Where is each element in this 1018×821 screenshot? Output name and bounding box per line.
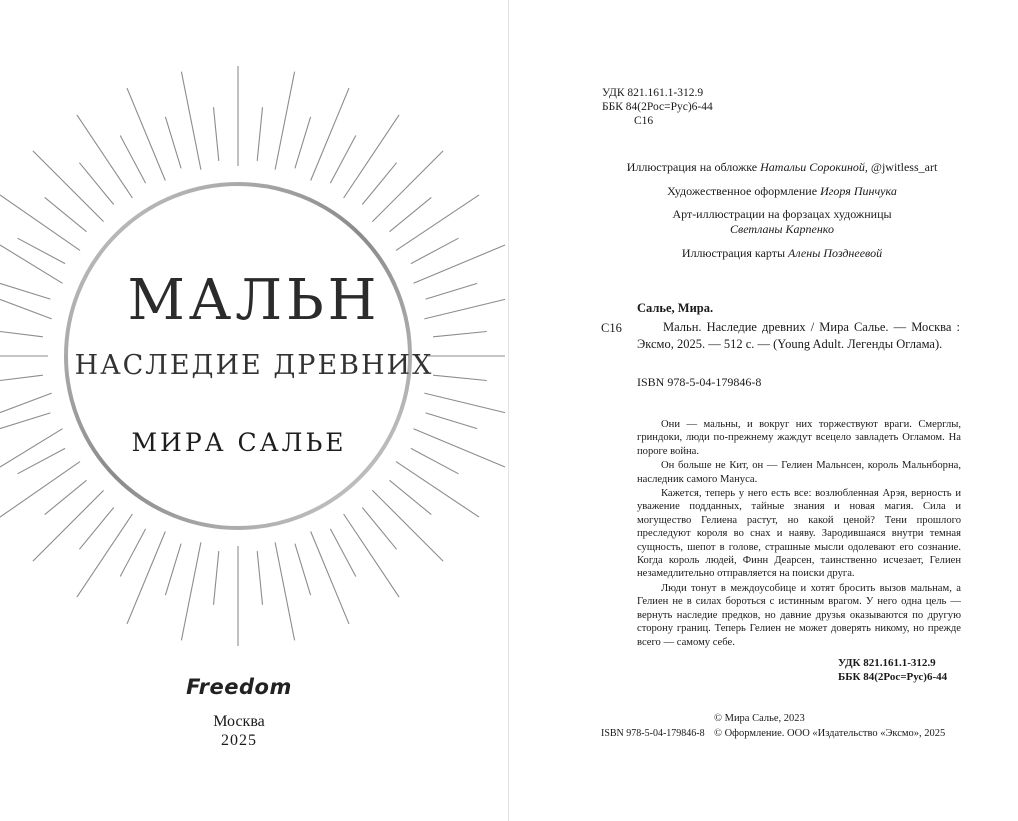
- bibliographic-code: С16: [601, 321, 622, 335]
- copyright-isbn: ISBN 978-5-04-179846-8: [601, 728, 705, 739]
- bbk-code: ББК 84(2Рос=Рус)6-44: [602, 101, 713, 113]
- annotation: [637, 418, 961, 650]
- sunburst-ray: [127, 532, 165, 624]
- publication-year: 2025: [221, 732, 257, 749]
- sunburst-ray: [120, 529, 145, 577]
- sunburst-ray: [396, 462, 479, 517]
- bibliographic-author: Салье, Мира.: [637, 301, 714, 315]
- sunburst-ray: [120, 136, 145, 184]
- sunburst-ray: [79, 508, 113, 550]
- annotation-paragraph: Он больше не Кит, он — Гелиен Мальнсен, король Мальнборна, наследник самого Мануса.: [637, 460, 961, 485]
- page-spine: [508, 0, 509, 821]
- sunburst-ray: [214, 551, 219, 605]
- sunburst-ray: [79, 163, 113, 205]
- bbk-code-bottom: ББК 84(2Рос=Рус)6-44: [838, 671, 948, 683]
- sunburst-ray: [0, 393, 52, 413]
- sunburst-ray: [181, 542, 201, 640]
- sunburst-ray: [362, 163, 396, 205]
- udk-code-bottom: УДК 821.161.1-312.9: [838, 657, 936, 669]
- sunburst-ray: [372, 151, 443, 222]
- credit-map: Иллюстрация карты Алены Позднеевой: [681, 246, 883, 260]
- publication-city: Москва: [213, 713, 265, 730]
- sunburst-ray: [295, 544, 311, 596]
- sunburst-ray: [344, 115, 400, 198]
- credit-design: Художественное оформление Игоря Пинчука: [667, 184, 897, 198]
- annotation-paragraph: Люди тонут в междоусобице и хотят бросить вызов мальнам, а Гелиен не в силах бороться с истинным врагом. У него одна цель — вернуть наследие предков, но давние друзья оказываются по другую сторону границ. Теперь Гелиен не может доверять никому, но прежде всего — самому себе.: [637, 582, 961, 648]
- sunburst-ray: [127, 88, 165, 180]
- sunburst-ray: [275, 542, 295, 640]
- sunburst-ray: [0, 413, 50, 429]
- sunburst-ray: [165, 117, 181, 169]
- sunburst-ray: [390, 197, 432, 231]
- sunburst-ray: [426, 413, 478, 429]
- sunburst-ray: [165, 544, 181, 596]
- sunburst-ray: [344, 514, 400, 597]
- sunburst-ray: [295, 117, 311, 169]
- sunburst-ray: [33, 490, 104, 561]
- sunburst-ray: [275, 72, 295, 170]
- sunburst-ray: [311, 88, 349, 180]
- book-title: МАЛЬН: [127, 268, 381, 333]
- sunburst-ray: [257, 107, 262, 161]
- sunburst-ray: [0, 462, 80, 517]
- classification-codes: [602, 86, 713, 128]
- sunburst-ray: [0, 195, 80, 251]
- sunburst-ray: [330, 529, 355, 577]
- title-page: [0, 0, 508, 821]
- bibliographic-entry: Мальн. Наследие древних / Мира Салье. — Москва : Эксмо, 2025. — 512 с. — (Young Adult. Легенды Оглама).: [637, 320, 960, 351]
- sunburst-ray: [214, 107, 219, 161]
- udk-code: УДК 821.161.1-312.9: [602, 87, 704, 99]
- sunburst-ray: [362, 508, 396, 550]
- copyright-author: © Мира Салье, 2023: [714, 713, 805, 724]
- bibliographic-isbn: ISBN 978-5-04-179846-8: [637, 375, 762, 389]
- book-author: МИРА САЛЬЕ: [131, 428, 347, 457]
- book-subtitle: НАСЛЕДИЕ ДРЕВНИХ: [74, 350, 434, 381]
- sunburst-ray: [390, 480, 432, 514]
- credit-cover: Иллюстрация на обложке Натальи Сорокиной, @jwitless_art: [626, 160, 938, 174]
- credit-endpapers: Арт-иллюстрации на форзацах художницы: [672, 207, 892, 221]
- author-sign: С16: [634, 115, 654, 127]
- sunburst-ray: [311, 532, 349, 624]
- sunburst-ray: [77, 115, 132, 198]
- sunburst-ray: [372, 490, 443, 561]
- publisher-logo: Freedom: [186, 675, 292, 699]
- copyright-design: © Оформление. ООО «Издательство «Эксмо», 2025: [714, 728, 946, 739]
- sunburst-ray: [411, 238, 459, 263]
- annotation-paragraph: Кажется, теперь у него есть все: возлюбленная Арэя, верность и уважение подданных, тайные знания и новая магия. Сила и могущество Гелиена растут, но какой ценой? Тени прошлого преследуют короля во снах и наяву. Зародившаяся внутри темная сущность, шепот в голове, страшные мысли одолевают его сознание. Когда король людей, Финн Деарсен, таинственно исчезает, Гелиен незамедлительно отправляется на поиски друга.: [637, 488, 961, 580]
- sunburst-ray: [45, 197, 87, 231]
- sunburst-ray: [257, 551, 262, 605]
- sunburst-ray: [45, 480, 87, 514]
- sunburst-ray: [424, 393, 505, 413]
- sunburst-ray: [33, 151, 104, 222]
- sunburst-ray: [396, 195, 479, 251]
- credit-endpapers-artist: Светланы Карпенко: [730, 222, 834, 236]
- classification-codes-bottom: [838, 656, 947, 684]
- sunburst-ray: [181, 72, 201, 170]
- annotation-paragraph: Они — мальны, и вокруг них торжествуют враги. Смерглы, гриндоки, люди по-прежнему жаждут всецело завладеть Огламом. На пороге война.: [637, 419, 961, 457]
- sunburst-ray: [330, 136, 355, 184]
- sunburst-ray: [77, 514, 132, 597]
